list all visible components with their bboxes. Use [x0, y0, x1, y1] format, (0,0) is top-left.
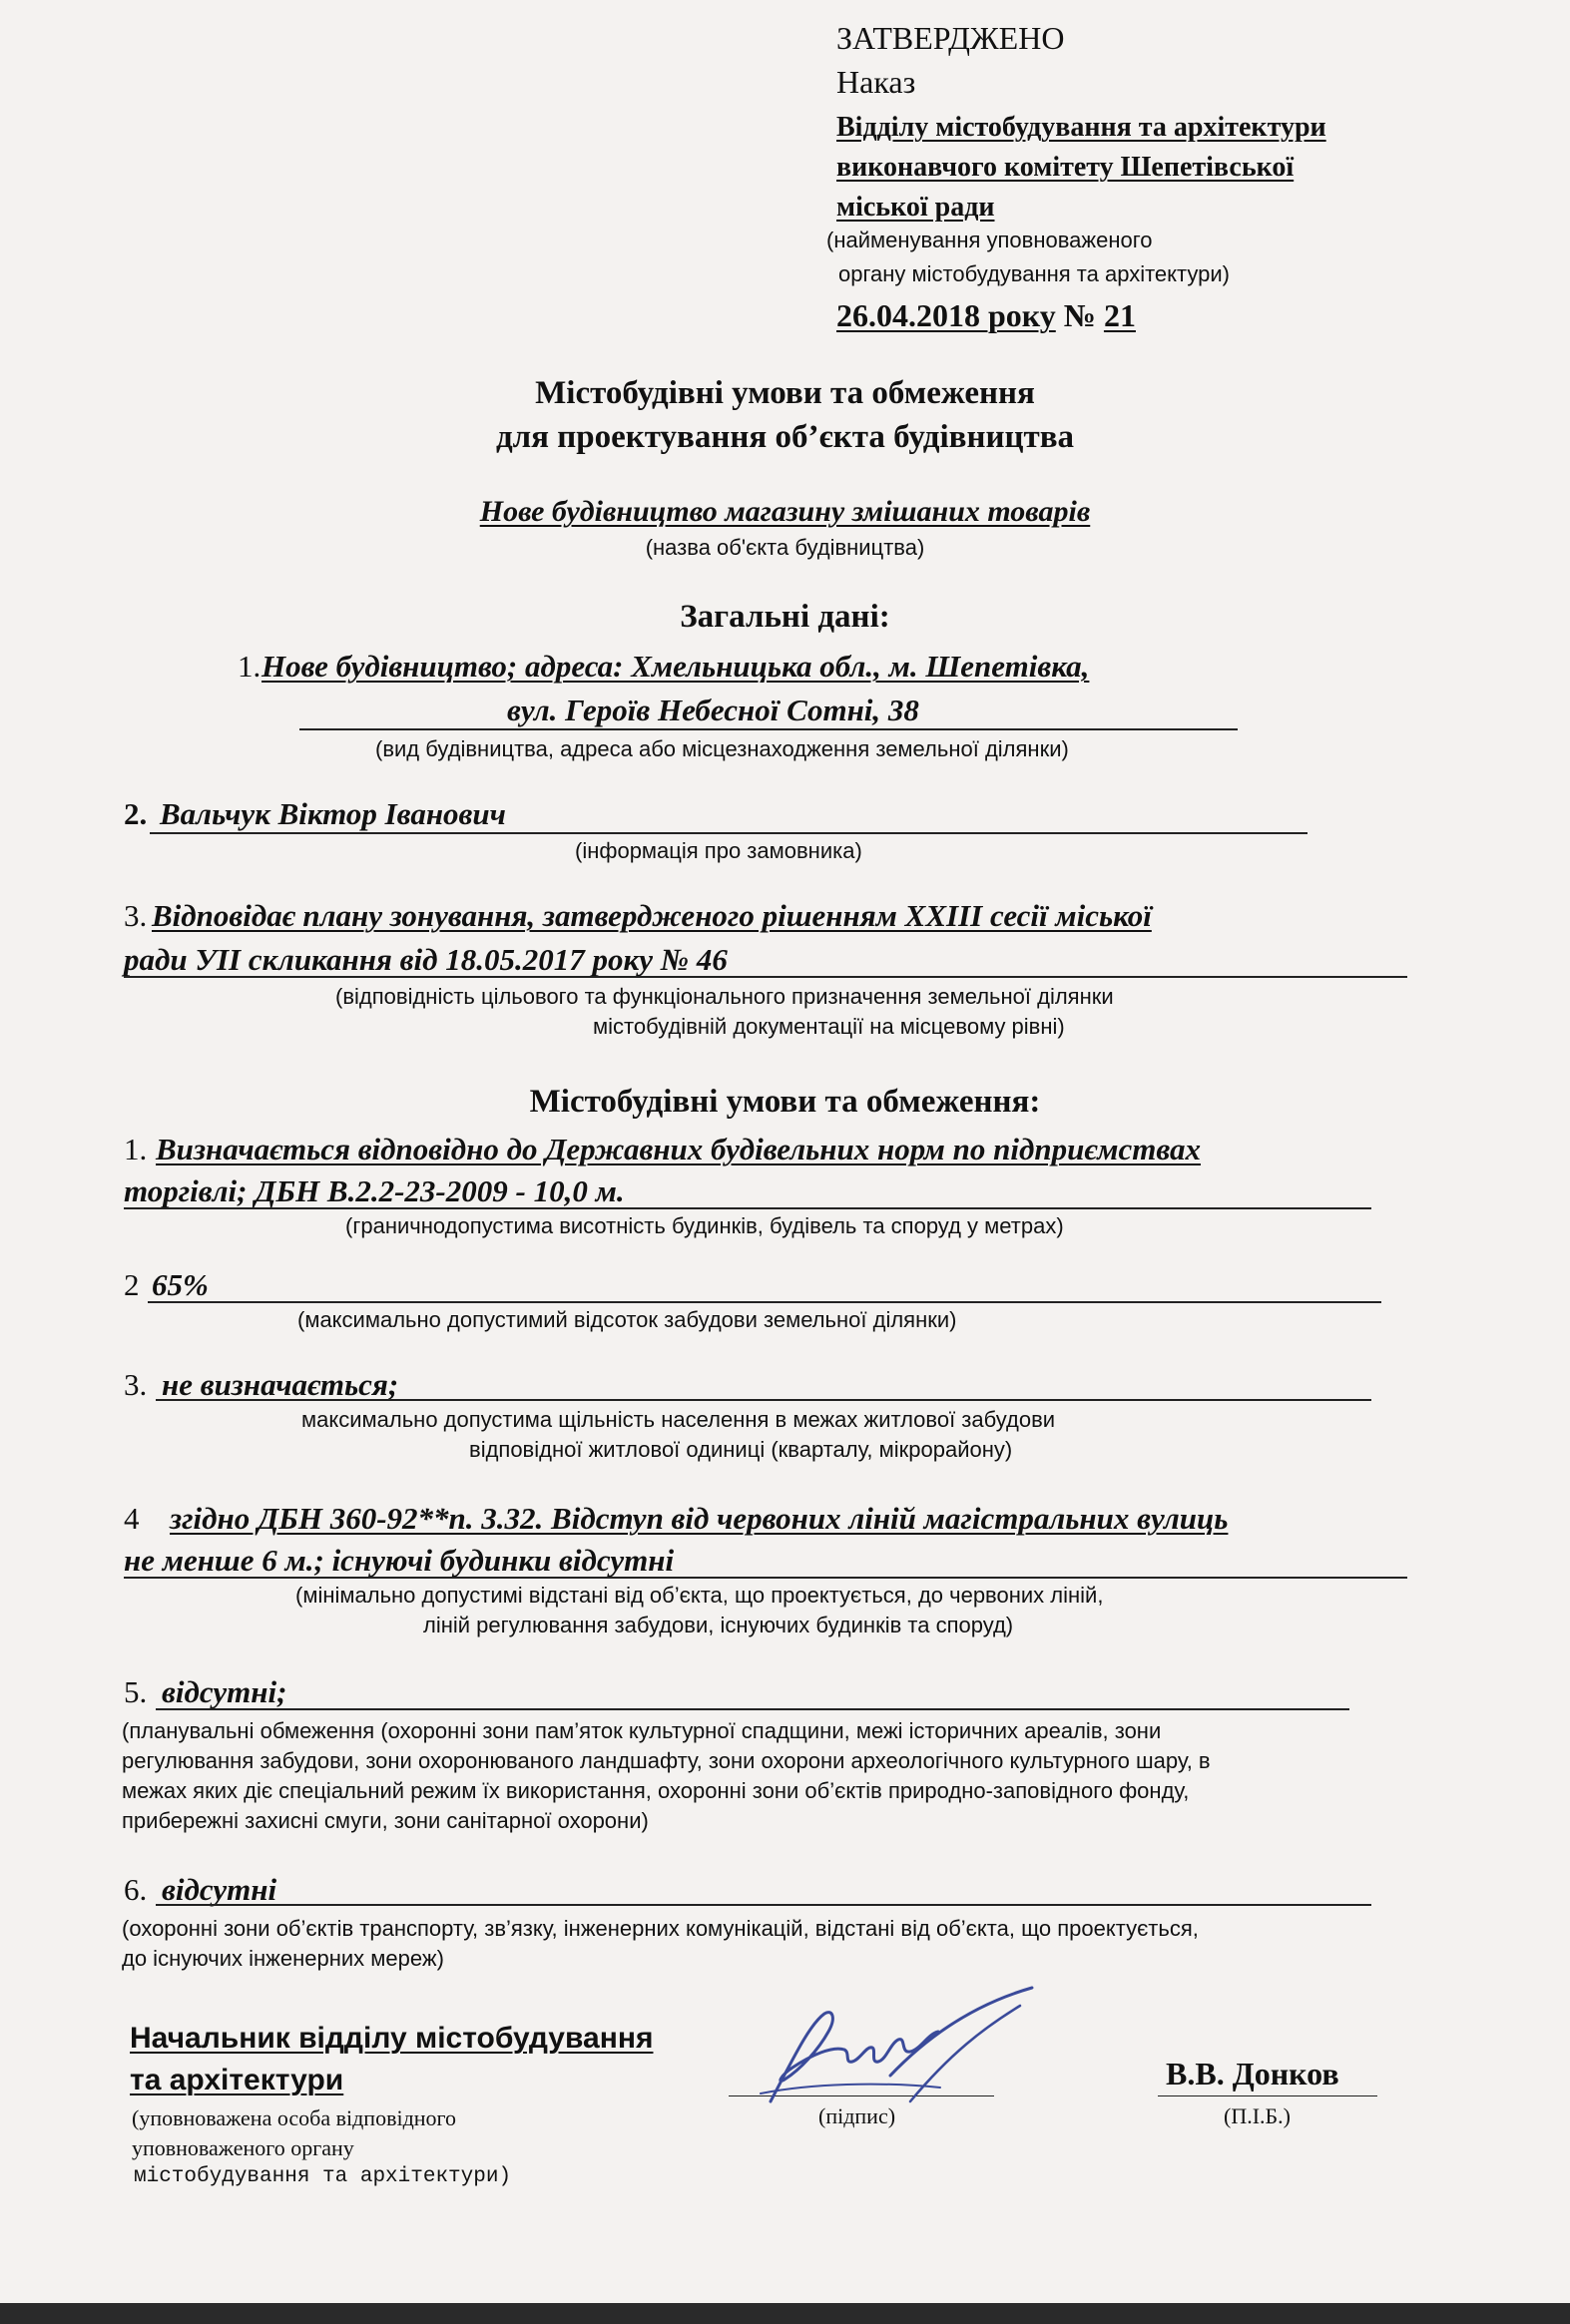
condition6-value: відсутні	[162, 1872, 277, 1907]
condition3-caption1: максимально допустима щільність населення в межах житлової забудови	[301, 1407, 1056, 1432]
general-item2-value: Вальчук Віктор Іванович	[160, 796, 506, 831]
condition5-caption2: регулювання забудови, зони охоронюваного ландшафту, зони охорони археологічного культурного шару, в	[122, 1748, 1211, 1773]
org-name-line2: виконавчого комітету Шепетівської	[836, 152, 1295, 183]
conditions-heading: Містобудівні умови та обмеження:	[529, 1084, 1041, 1120]
condition5-number: 5.	[124, 1674, 148, 1709]
condition2-caption: (максимально допустимий відсоток забудови земельної ділянки)	[297, 1307, 957, 1332]
signatory-caption2: уповноваженого органу	[132, 2135, 354, 2160]
condition2-underline	[148, 1301, 1381, 1303]
condition3-number: 3.	[124, 1367, 148, 1402]
approved-label: ЗАТВЕРДЖЕНО	[836, 20, 1065, 56]
order-label: Наказ	[836, 64, 916, 100]
general-item3-caption2: містобудівній документації на місцевому рівні)	[593, 1014, 1065, 1039]
order-number: 21	[1103, 297, 1136, 333]
handwritten-signature-icon	[741, 1984, 1050, 2123]
general-item2-underline	[150, 832, 1308, 834]
general-heading: Загальні дані:	[680, 599, 890, 635]
order-number-label: №	[1063, 297, 1096, 333]
signatory-position-line2: та архітектури	[130, 2064, 344, 2096]
org-name-line1: Відділу містобудування та архітектури	[836, 112, 1326, 143]
general-item1-underline	[299, 728, 1238, 730]
condition3-underline	[156, 1399, 1371, 1401]
condition1-line1: Визначається відповідно до Державних будівельних норм по підприємствах	[156, 1132, 1201, 1166]
general-item2-caption: (інформація про замовника)	[575, 838, 862, 863]
general-item3-line1: Відповідає плану зонування, затвердженого рішенням XXIII сесії міської	[152, 898, 1152, 933]
condition6-number: 6.	[124, 1872, 148, 1907]
general-item2-number: 2.	[124, 796, 148, 831]
condition6-caption1: (охоронні зони об’єктів транспорту, зв’язку, інженерних комунікацій, відстані від об’єкта, що проектується,	[122, 1916, 1199, 1941]
general-item1-caption: (вид будівництва, адреса або місцезнаходження земельної ділянки)	[375, 736, 1069, 761]
org-caption-line1: (найменування уповноваженого	[826, 228, 1153, 252]
condition5-caption1: (планувальні обмеження (охоронні зони пам’яток культурної спадщини, межі історичних ареалів, зони	[122, 1718, 1162, 1743]
condition5-value: відсутні;	[162, 1674, 287, 1709]
condition3-caption2: відповідної житлової одиниці (кварталу, мікрорайону)	[469, 1437, 1013, 1462]
order-date-number	[836, 297, 1136, 334]
general-item3-line2: ради УІІ скликання від 18.05.2017 року № 46	[124, 942, 728, 977]
condition5-underline	[156, 1708, 1349, 1710]
doc-title-line2: для проектування об’єкта будівництва	[495, 419, 1075, 455]
order-date: 26.04.2018 року	[836, 297, 1056, 333]
scan-bottom-edge	[0, 2303, 1570, 2324]
signatory-name: В.В. Донков	[1166, 2056, 1339, 2092]
general-item3-underline	[124, 976, 1407, 978]
condition2-value: 65%	[152, 1267, 209, 1302]
doc-title-line1: Містобудівні умови та обмеження	[535, 375, 1035, 411]
condition4-number: 4	[124, 1501, 140, 1536]
condition2-number: 2	[124, 1267, 140, 1302]
general-item1-line1: Нове будівництво; адреса: Хмельницька обл., м. Шепетівка,	[262, 649, 1090, 684]
general-item1-number: 1.	[238, 649, 262, 684]
signatory-name-underline	[1158, 2095, 1377, 2096]
condition4-underline	[124, 1577, 1407, 1579]
condition4-line1: згідно ДБН 360-92**п. 3.32. Відступ від червоних ліній магістральних вулиць	[170, 1501, 1229, 1536]
condition5-caption4: прибережні захисні смуги, зони санітарної охорони)	[122, 1808, 649, 1833]
condition4-caption2: ліній регулювання забудови, існуючих будинків та споруд)	[423, 1613, 1014, 1637]
general-item3-caption1: (відповідність цільового та функціонального призначення земельної ділянки	[335, 984, 1114, 1009]
org-caption-line2: органу містобудування та архітектури)	[838, 261, 1230, 286]
condition6-underline	[156, 1904, 1371, 1906]
condition1-caption: (граничнодопустима висотність будинків, будівель та споруд у метрах)	[345, 1213, 1064, 1238]
general-item3-number: 3.	[124, 898, 148, 933]
signatory-position-line1: Начальник відділу містобудування	[130, 2022, 654, 2055]
org-name-line3: міської ради	[836, 192, 995, 223]
condition4-caption1: (мінімально допустимі відстані від об’єкта, що проектується, до червоних ліній,	[295, 1583, 1104, 1608]
condition1-line2: торгівлі; ДБН В.2.2-23-2009 - 10,0 м.	[124, 1173, 625, 1208]
signatory-caption3: містобудування та архітектури)	[134, 2165, 512, 2188]
condition3-value: не визначається;	[162, 1367, 399, 1402]
signatory-name-caption: (П.І.Б.)	[1224, 2103, 1291, 2128]
signatory-caption1: (уповноважена особа відповідного	[132, 2105, 457, 2130]
condition1-number: 1.	[124, 1132, 148, 1166]
condition4-line2: не менше 6 м.; існуючі будинки відсутні	[124, 1543, 675, 1578]
object-name-caption: (назва об'єкта будівництва)	[645, 535, 925, 560]
condition6-caption2: до існуючих інженерних мереж)	[122, 1946, 444, 1971]
condition1-underline	[124, 1207, 1371, 1209]
signature-caption: (підпис)	[818, 2103, 896, 2128]
general-item1-line2: вул. Героїв Небесної Сотні, 38	[507, 693, 919, 727]
object-name: Нове будівництво магазину змішаних товарів	[479, 495, 1091, 528]
condition5-caption3: межах яких діє спеціальний режим їх використання, охоронні зони об’єктів природно-заповідного фонду,	[122, 1778, 1190, 1803]
